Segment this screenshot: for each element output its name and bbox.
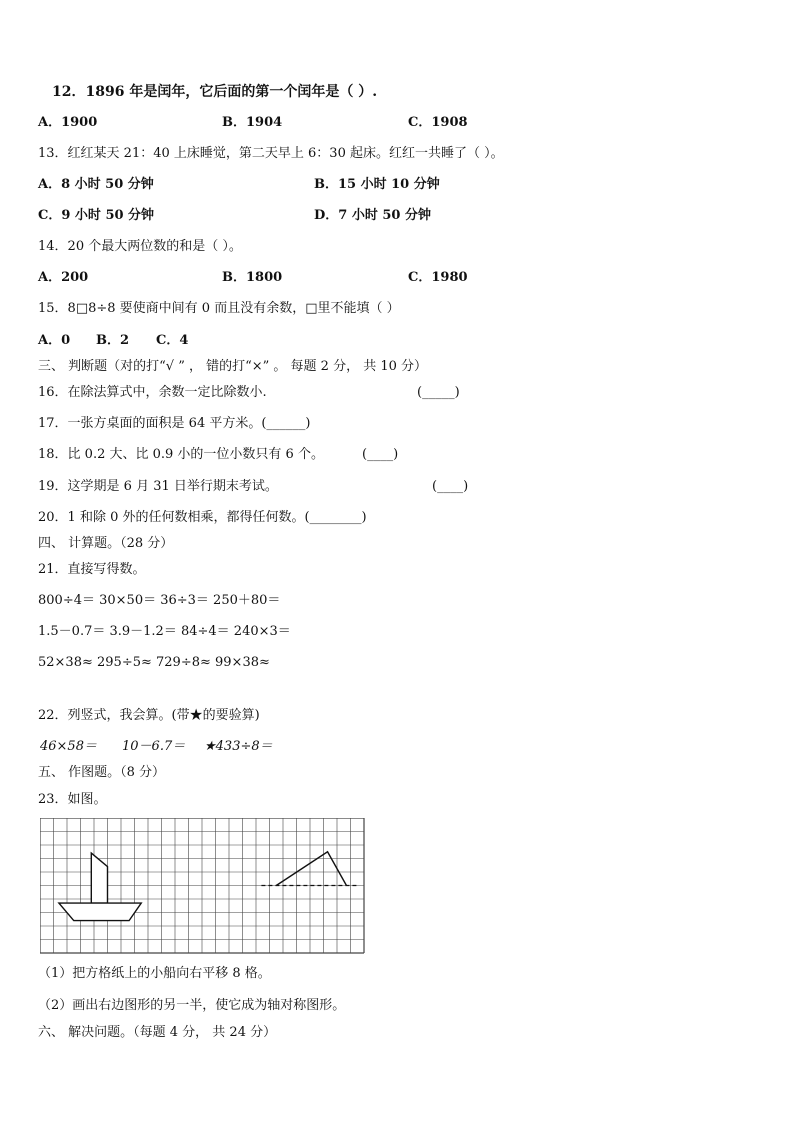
q18-answer-blank[interactable]: (____) [362, 447, 399, 462]
q17-stem: 17．一张方桌面的面积是 64 平方米。(______) [38, 416, 311, 431]
q15-option-c: C．4 [156, 333, 189, 348]
q23-stem: 23．如图。 [38, 792, 107, 807]
section-3-title: 三、 判断题（对的打“√ ” ， 错的打“×” 。 每题 2 分， 共 10 分） [38, 359, 428, 374]
q19-answer-blank[interactable]: (____) [432, 479, 469, 494]
q21-row-1: 800÷4＝ 30×50＝ 36÷3＝ 250＋80＝ [38, 593, 281, 608]
q13-stem: 13．红红某天 21：40 上床睡觉，第二天早上 6：30 起床。红红一共睡了（ ）。 [38, 146, 504, 161]
grid-paper[interactable] [40, 818, 365, 958]
q22-stem: 22．列竖式，我会算。(带★的要验算) [38, 708, 260, 723]
section-5-title: 五、 作图题。（8 分） [38, 765, 166, 780]
q22-expr-3: ★433÷8＝ [204, 739, 273, 754]
q16-answer-blank[interactable]: (_____) [417, 385, 460, 400]
q20-stem: 20．1 和除 0 外的任何数相乘，都得任何数。(________) [38, 510, 367, 525]
q14-option-b: B．1800 [222, 270, 283, 285]
q13-option-b: B．15 小时 10 分钟 [314, 177, 440, 192]
grid-paper-svg [40, 818, 365, 958]
q23-sub-2: （2）画出右边图形的另一半，使它成为轴对称图形。 [38, 998, 346, 1013]
q21-row-2: 1.5－0.7＝ 3.9－1.2＝ 84÷4＝ 240×3＝ [38, 624, 291, 639]
q13-option-d: D．7 小时 50 分钟 [314, 208, 431, 223]
half-triangle [276, 852, 346, 886]
q23-sub-1: （1）把方格纸上的小船向右平移 8 格。 [38, 966, 271, 981]
section-6-title: 六、 解决问题。（每题 4 分， 共 24 分） [38, 1025, 277, 1040]
q12-option-c: C．1908 [408, 115, 468, 130]
q13-option-a: A．8 小时 50 分钟 [38, 177, 154, 192]
q16-stem: 16．在除法算式中，余数一定比除数小. [38, 385, 267, 400]
q15-option-a: A．0 [38, 333, 71, 348]
q12-option-a: A．1900 [38, 115, 98, 130]
boat-sail [91, 853, 107, 903]
q21-row-3: 52×38≈ 295÷5≈ 729÷8≈ 99×38≈ [38, 655, 270, 670]
q15-stem: 15．8□8÷8 要使商中间有 0 而且没有余数，□里不能填（ ） [38, 301, 400, 316]
q22-expr-2: 10－6.7＝ [122, 739, 186, 754]
q14-option-a: A．200 [38, 270, 89, 285]
boat-hull [59, 903, 141, 921]
q14-option-c: C．1980 [408, 270, 468, 285]
q13-option-c: C．9 小时 50 分钟 [38, 208, 155, 223]
q18-stem: 18．比 0.2 大、比 0.9 小的一位小数只有 6 个。 [38, 447, 324, 462]
q12-stem: 12．1896 年是闰年，它后面的第一个闰年是（ ）. [52, 84, 378, 100]
q12-option-b: B．1904 [222, 115, 283, 130]
q14-stem: 14．20 个最大两位数的和是（ ）。 [38, 239, 242, 254]
q21-stem: 21．直接写得数。 [38, 562, 146, 577]
q19-stem: 19．这学期是 6 月 31 日举行期末考试。 [38, 479, 278, 494]
section-4-title: 四、 计算题。（28 分） [38, 536, 174, 551]
q15-option-b: B．2 [96, 333, 130, 348]
q22-expr-1: 46×58＝ [40, 739, 97, 754]
